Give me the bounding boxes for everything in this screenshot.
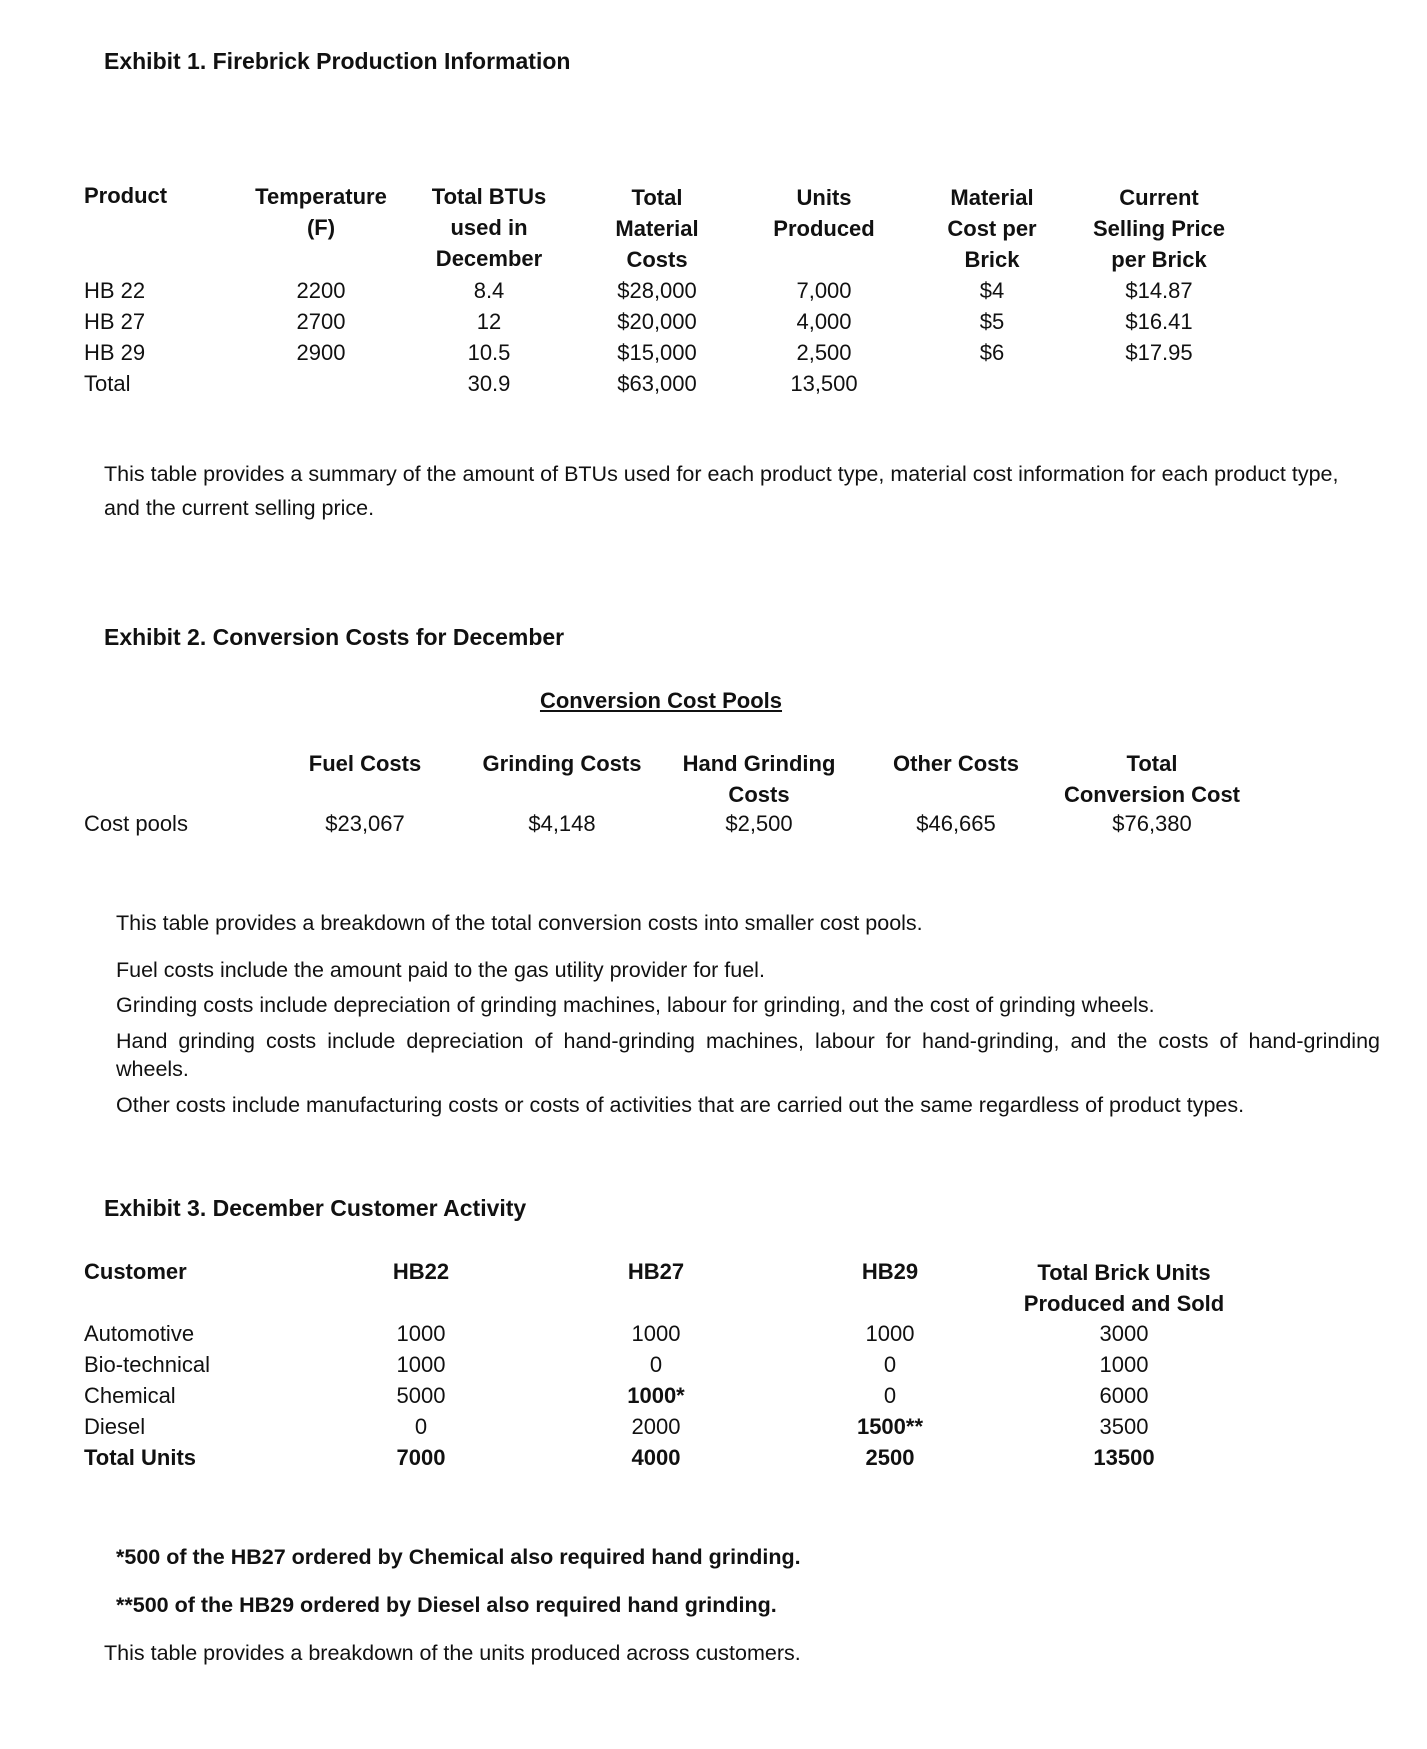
exhibit3-title: Exhibit 3. December Customer Activity [104,1195,527,1221]
table-cell: $46,665 [916,811,996,836]
header-line: Temperature [255,184,387,209]
header-line: Material [615,216,699,241]
header-btus [432,181,546,274]
table-row-total: Total [84,371,131,396]
table-cell: 0 [883,1383,897,1408]
table-cell: 1000* [627,1383,685,1408]
table-row-customer: Chemical [84,1383,176,1408]
group-header: Conversion Cost Pools [539,688,783,713]
header-units [773,182,874,244]
header-line: Conversion Cost [1063,782,1241,807]
header-line: Units [796,185,852,210]
table-cell: 5000 [396,1383,446,1408]
header-line: Costs [728,782,790,807]
header-fuel [309,748,421,779]
header-line: used in [450,215,528,240]
header-line: Cost per [947,216,1037,241]
table-cell: 2700 [296,309,346,334]
table-cell: 6000 [1099,1383,1149,1408]
header-line: Fuel Costs [308,751,422,776]
table-cell: 7000 [396,1445,446,1470]
table-cell: 2,500 [796,340,852,365]
table-cell: $6 [979,340,1005,365]
header-line: Brick [964,247,1020,272]
header-line: Total BTUs [431,184,547,209]
table-cell: $16.41 [1125,309,1193,334]
header-cost-per-brick [947,182,1036,275]
table-cell: 1500** [856,1414,924,1439]
header-line: Grinding Costs [482,751,642,776]
header-line: Selling Price [1092,216,1226,241]
header-total [1064,748,1240,810]
table-cell: 3000 [1099,1321,1149,1346]
header-other [893,748,1019,779]
header-line: Hand Grinding [682,751,836,776]
table-cell: 13,500 [790,371,858,396]
table-cell: 4000 [631,1445,681,1470]
table-cell: 2500 [865,1445,915,1470]
table-cell: $5 [979,309,1005,334]
header-product: Product [84,183,168,208]
note-line: and the current selling price. [104,496,375,520]
header-total-units [1024,1257,1224,1319]
table-cell: $14.87 [1125,278,1193,303]
exhibit1-title: Exhibit 1. Firebrick Production Information [104,48,571,74]
table-row-label: Cost pools [84,811,188,836]
table-cell: 2900 [296,340,346,365]
footnote: *500 of the HB27 ordered by Chemical also required hand grinding. [116,1545,801,1569]
table-cell: 4,000 [796,309,852,334]
table-cell: 7,000 [796,278,852,303]
table-row-customer: Automotive [84,1321,195,1346]
table-cell: 3500 [1099,1414,1149,1439]
note-line: Hand grinding costs include depreciation of hand-grinding machines, labour for hand-grinding, and the costs of hand-grinding [116,1029,1380,1053]
note-line: This table provides a summary of the amount of BTUs used for each product type, material cost information for each product type, [104,462,1339,486]
table-cell: $2,500 [725,811,793,836]
table-row-customer: Bio-technical [84,1352,210,1377]
table-row-total: Total Units [84,1445,197,1470]
table-cell: 12 [476,309,502,334]
header-price [1093,182,1225,275]
header-hb27: HB27 [627,1259,685,1284]
exhibit2-title: Exhibit 2. Conversion Costs for December [104,624,565,650]
table-row-product: HB 22 [84,278,146,303]
table-cell: 10.5 [467,340,511,365]
table-cell: 0 [649,1352,663,1377]
table-cell: 30.9 [467,371,511,396]
note-line: Grinding costs include depreciation of grinding machines, labour for grinding, and the cost of grinding wheels. [116,993,1155,1017]
exhibit3-note: This table provides a breakdown of the units produced across customers. [104,1641,801,1665]
table-cell: $76,380 [1112,811,1192,836]
header-hand-grinding [683,748,836,810]
table-cell: 1000 [396,1321,446,1346]
table-cell: $63,000 [617,371,697,396]
table-cell: 1000 [396,1352,446,1377]
table-cell: 2000 [631,1414,681,1439]
header-material-costs [615,182,698,275]
table-cell: $23,067 [325,811,405,836]
note-line: wheels. [116,1057,189,1081]
table-cell: 8.4 [473,278,505,303]
header-line: Total [1126,751,1178,776]
table-cell: 1000 [1099,1352,1149,1377]
header-line: Produced and Sold [1023,1291,1225,1316]
note-line: Other costs include manufacturing costs or costs of activities that are carried out the same regardless of product types. [116,1093,1245,1117]
table-cell: 1000 [631,1321,681,1346]
header-line: Produced [773,216,875,241]
header-hb29: HB29 [861,1259,919,1284]
table-cell: 0 [883,1352,897,1377]
header-line: Material [950,185,1034,210]
exhibit1-note [104,457,1338,525]
footnote: **500 of the HB29 ordered by Diesel also required hand grinding. [116,1593,777,1617]
header-hb22: HB22 [392,1259,450,1284]
table-cell: $28,000 [617,278,697,303]
table-cell: $17.95 [1125,340,1193,365]
header-line: December [435,246,543,271]
note-line: This table provides a breakdown of the total conversion costs into smaller cost pools. [116,911,923,935]
header-line: Other Costs [893,751,1019,776]
table-row-product: HB 27 [84,309,146,334]
table-cell: $20,000 [617,309,697,334]
table-cell: 2200 [296,278,346,303]
header-line: Total Brick Units [1037,1260,1211,1285]
table-cell: 13500 [1093,1445,1155,1470]
header-line: Costs [626,247,688,272]
table-cell: $4 [979,278,1005,303]
header-line: Current [1119,185,1199,210]
header-customer: Customer [84,1259,187,1284]
header-grinding [483,748,642,779]
table-cell: $15,000 [617,340,697,365]
header-temperature [255,181,387,243]
note-line: Fuel costs include the amount paid to the gas utility provider for fuel. [116,958,765,982]
header-line: Total [631,185,683,210]
header-line: (F) [306,215,336,240]
table-row-customer: Diesel [84,1414,146,1439]
table-row-product: HB 29 [84,340,146,365]
header-line: per Brick [1111,247,1207,272]
table-cell: $4,148 [528,811,596,836]
table-cell: 1000 [865,1321,915,1346]
table-cell: 0 [414,1414,428,1439]
